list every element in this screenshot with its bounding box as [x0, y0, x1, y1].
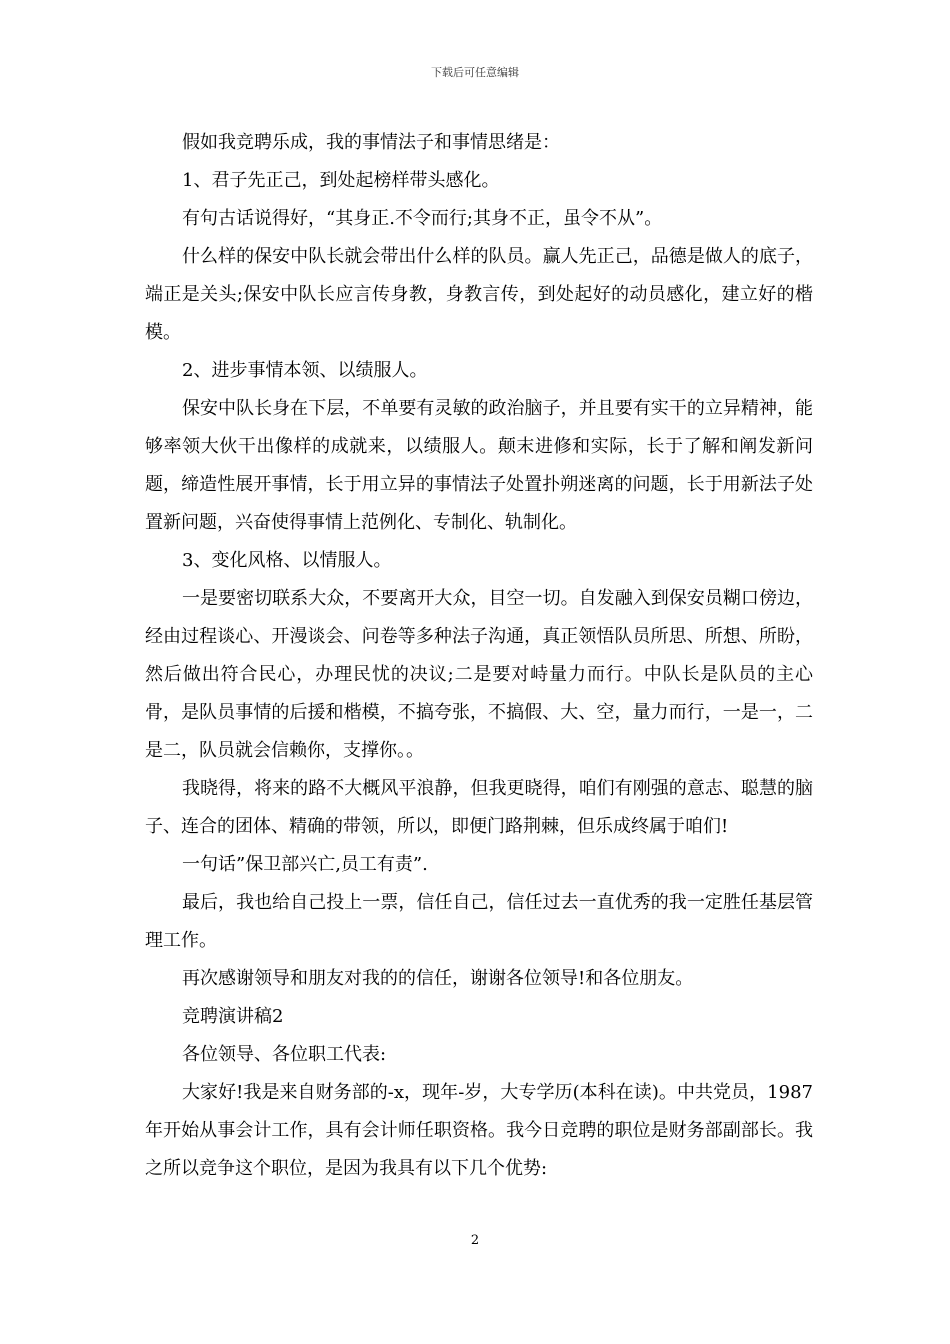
page-number: 2 [470, 1233, 480, 1248]
paragraph: 保安中队长身在下层，不单要有灵敏的政治脑子，并且要有实干的立异精神，能够率领大伙干出像样的成就来，以绩服人。颠末进修和实际，长于了解和阐发新问题，缔造性展开事情，长于用立异的事情法子处置扑朔迷离的问题，长于用新法子处置新问题，兴奋使得事情上范例化、专制化、轨制化。 [145, 398, 813, 533]
page-header: 下载后可任意编辑 [431, 66, 519, 79]
paragraph: 2、进步事情本领、以绩服人。 [182, 360, 428, 381]
paragraph: 3、变化风格、以情服人。 [182, 550, 392, 571]
paragraph: 一是要密切联系大众，不要离开大众，目空一切。自发融入到保安员糊口傍边，经由过程谈心、开漫谈会、问卷等多种法子沟通，真正领悟队员所思、所想、所盼，然后做出符合民心，办理民忧的决议;二是要对峙量力而行。中队长是队员的主心骨，是队员事情的后援和楷模，不搞夸张，不搞假、大、空，量力而行，一是一，二是二，队员就会信赖你，支撑你。。 [145, 588, 813, 761]
paragraph: 什么样的保安中队长就会带出什么样的队员。赢人先正己，品德是做人的底子，端正是关头;保安中队长应言传身教，身教言传，到处起好的动员感化，建立好的楷模。 [145, 246, 813, 343]
paragraph: 有句古话说得好，“其身正.不令而行;其身不正，虽令不从”。 [182, 208, 663, 229]
paragraph: 一句话”保卫部兴亡,员工有责”. [182, 854, 428, 875]
paragraph: 最后，我也给自己投上一票，信任自己，信任过去一直优秀的我一定胜任基层管理工作。 [145, 892, 813, 951]
paragraph: 大家好!我是来自财务部的-x，现年-岁，大专学历(本科在读)。中共党员，1987年开始从事会计工作，具有会计师任职资格。我今日竞聘的职位是财务部副部长。我之所以竞争这个职位，是因为我具有以下几个优势: [145, 1082, 813, 1179]
paragraph: 我晓得，将来的路不大概风平浪静，但我更晓得，咱们有刚强的意志、聪慧的脑子、连合的团体、精确的带领，所以，即便门路荆棘，但乐成终属于咱们! [145, 778, 813, 837]
paragraph: 再次感谢领导和朋友对我的的信任，谢谢各位领导!和各位朋友。 [182, 968, 694, 989]
salutation: 各位领导、各位职工代表: [182, 1044, 387, 1065]
section-heading: 竞聘演讲稿2 [182, 1006, 284, 1027]
paragraph: 1、君子先正己，到处起榜样带头感化。 [182, 170, 500, 191]
document-body [145, 124, 813, 1188]
paragraph: 假如我竞聘乐成，我的事情法子和事情思绪是： [182, 132, 560, 153]
